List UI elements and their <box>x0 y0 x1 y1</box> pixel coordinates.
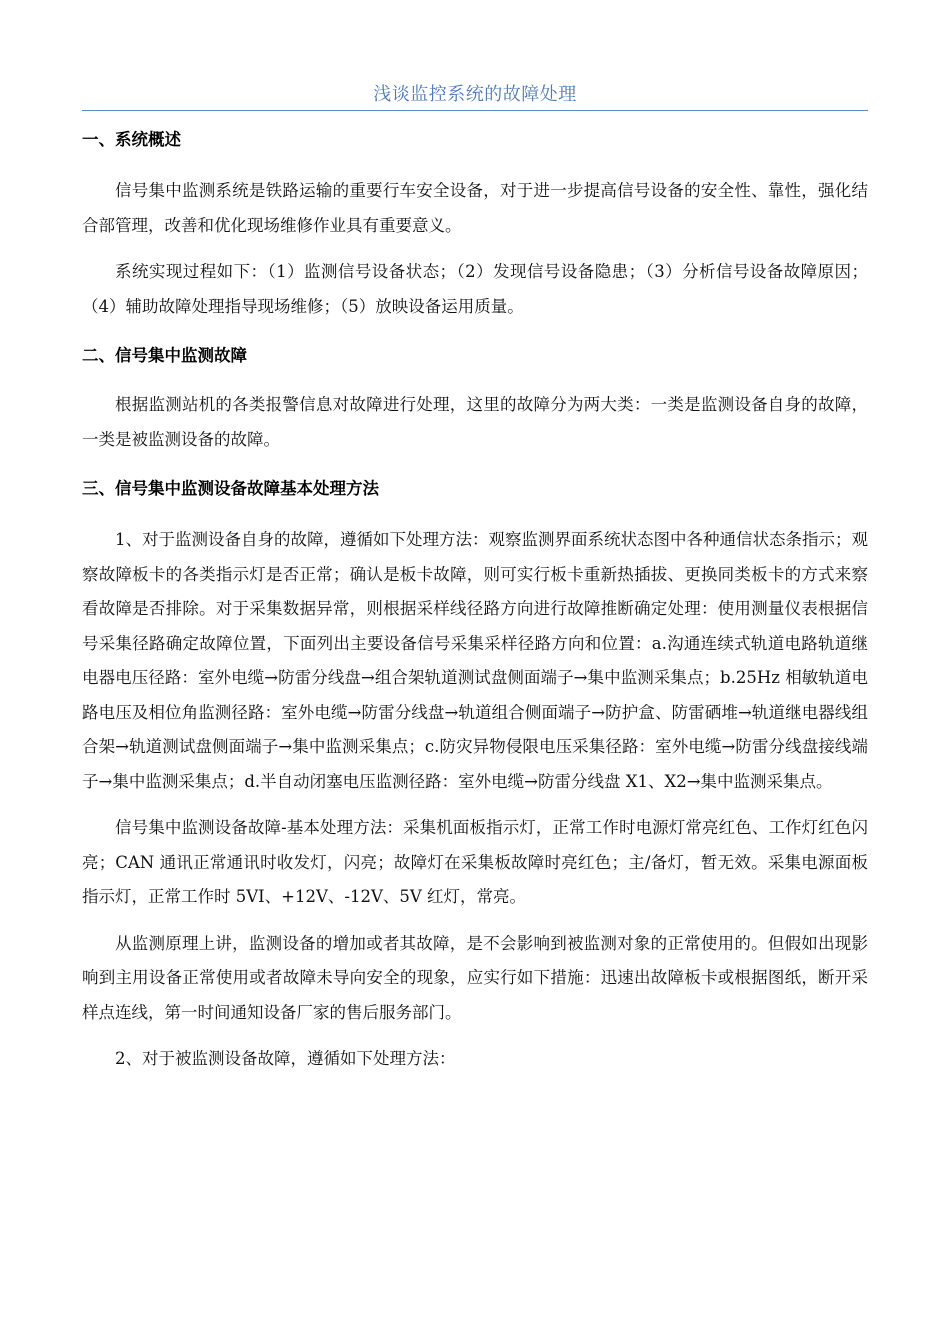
paragraph-indicator-lights: 信号集中监测设备故障-基本处理方法：采集机面板指示灯，正常工作时电源灯常亮红色、工作灯红色闪亮；CAN 通讯正常通讯时收发灯，闪亮；故障灯在采集板故障时亮红色；主/备灯，暂无效。采集电源面板指示灯，正常工作时 5VI、+12V、-12V、5V 红灯，常亮。 <box>82 818 868 906</box>
document-body <box>82 126 868 1077</box>
document-header <box>82 84 868 111</box>
section-heading-monitoring-faults: 二、信号集中监测故障 <box>82 346 247 365</box>
document-title: 浅谈监控系统的故障处理 <box>373 84 577 105</box>
paragraph-self-fault-method: 1、对于监测设备自身的故障，遵循如下处理方法：观察监测界面系统状态图中各种通信状态条指示；观察故障板卡的各类指示灯是否正常；确认是板卡故障，则可实行板卡重新热插拔、更换同类板卡的方式来察看故障是否排除。对于采集数据异常，则根据采样线径路方向进行故障推断确定处理：使用测量仪表根据信号采集径路确定故障位置，下面列出主要设备信号采集采样径路方向和位置：a.沟通连续式轨道电路轨道继电器电压径路：室外电缆→防雷分线盘→组合架轨道测试盘侧面端子→集中监测采集点；b.25Hz 相敏轨道电路电压及相位角监测径路：室外电缆→防雷分线盘→轨道组合侧面端子→防护盒、防雷硒堆→轨道继电器线组合架→轨道测试盘侧面端子→集中监测采集点；c.防灾异物侵限电压采集径路：室外电缆→防雷分线盘接线端子→集中监测采集点；d.半自动闭塞电压监测径路：室外电缆→防雷分线盘 X1、X2→集中监测采集点。 <box>82 530 868 791</box>
section-heading-overview: 一、系统概述 <box>82 130 181 149</box>
paragraph-system-intro: 信号集中监测系统是铁路运输的重要行车安全设备，对于进一步提高信号设备的安全性、靠性，强化结合部管理，改善和优化现场维修作业具有重要意义。 <box>82 181 868 235</box>
section-heading-basic-methods: 三、信号集中监测设备故障基本处理方法 <box>82 479 379 498</box>
paragraph-fault-types: 根据监测站机的各类报警信息对故障进行处理，这里的故障分为两大类：一类是监测设备自身的故障，一类是被监测设备的故障。 <box>82 395 868 449</box>
paragraph-monitoring-principle: 从监测原理上讲，监测设备的增加或者其故障，是不会影响到被监测对象的正常使用的。但假如出现影响到主用设备正常使用或者故障未导向安全的现象，应实行如下措施：迅速出故障板卡或根据图纸，断开采样点连线，第一时间通知设备厂家的售后服务部门。 <box>82 933 868 1022</box>
paragraph-system-process: 系统实现过程如下：（1）监测信号设备状态；（2）发现信号设备隐患；（3）分析信号设备故障原因；（4）辅助故障处理指导现场维修；（5）放映设备运用质量。 <box>82 262 868 316</box>
paragraph-monitored-fault-method: 2、对于被监测设备故障，遵循如下处理方法： <box>115 1049 456 1068</box>
